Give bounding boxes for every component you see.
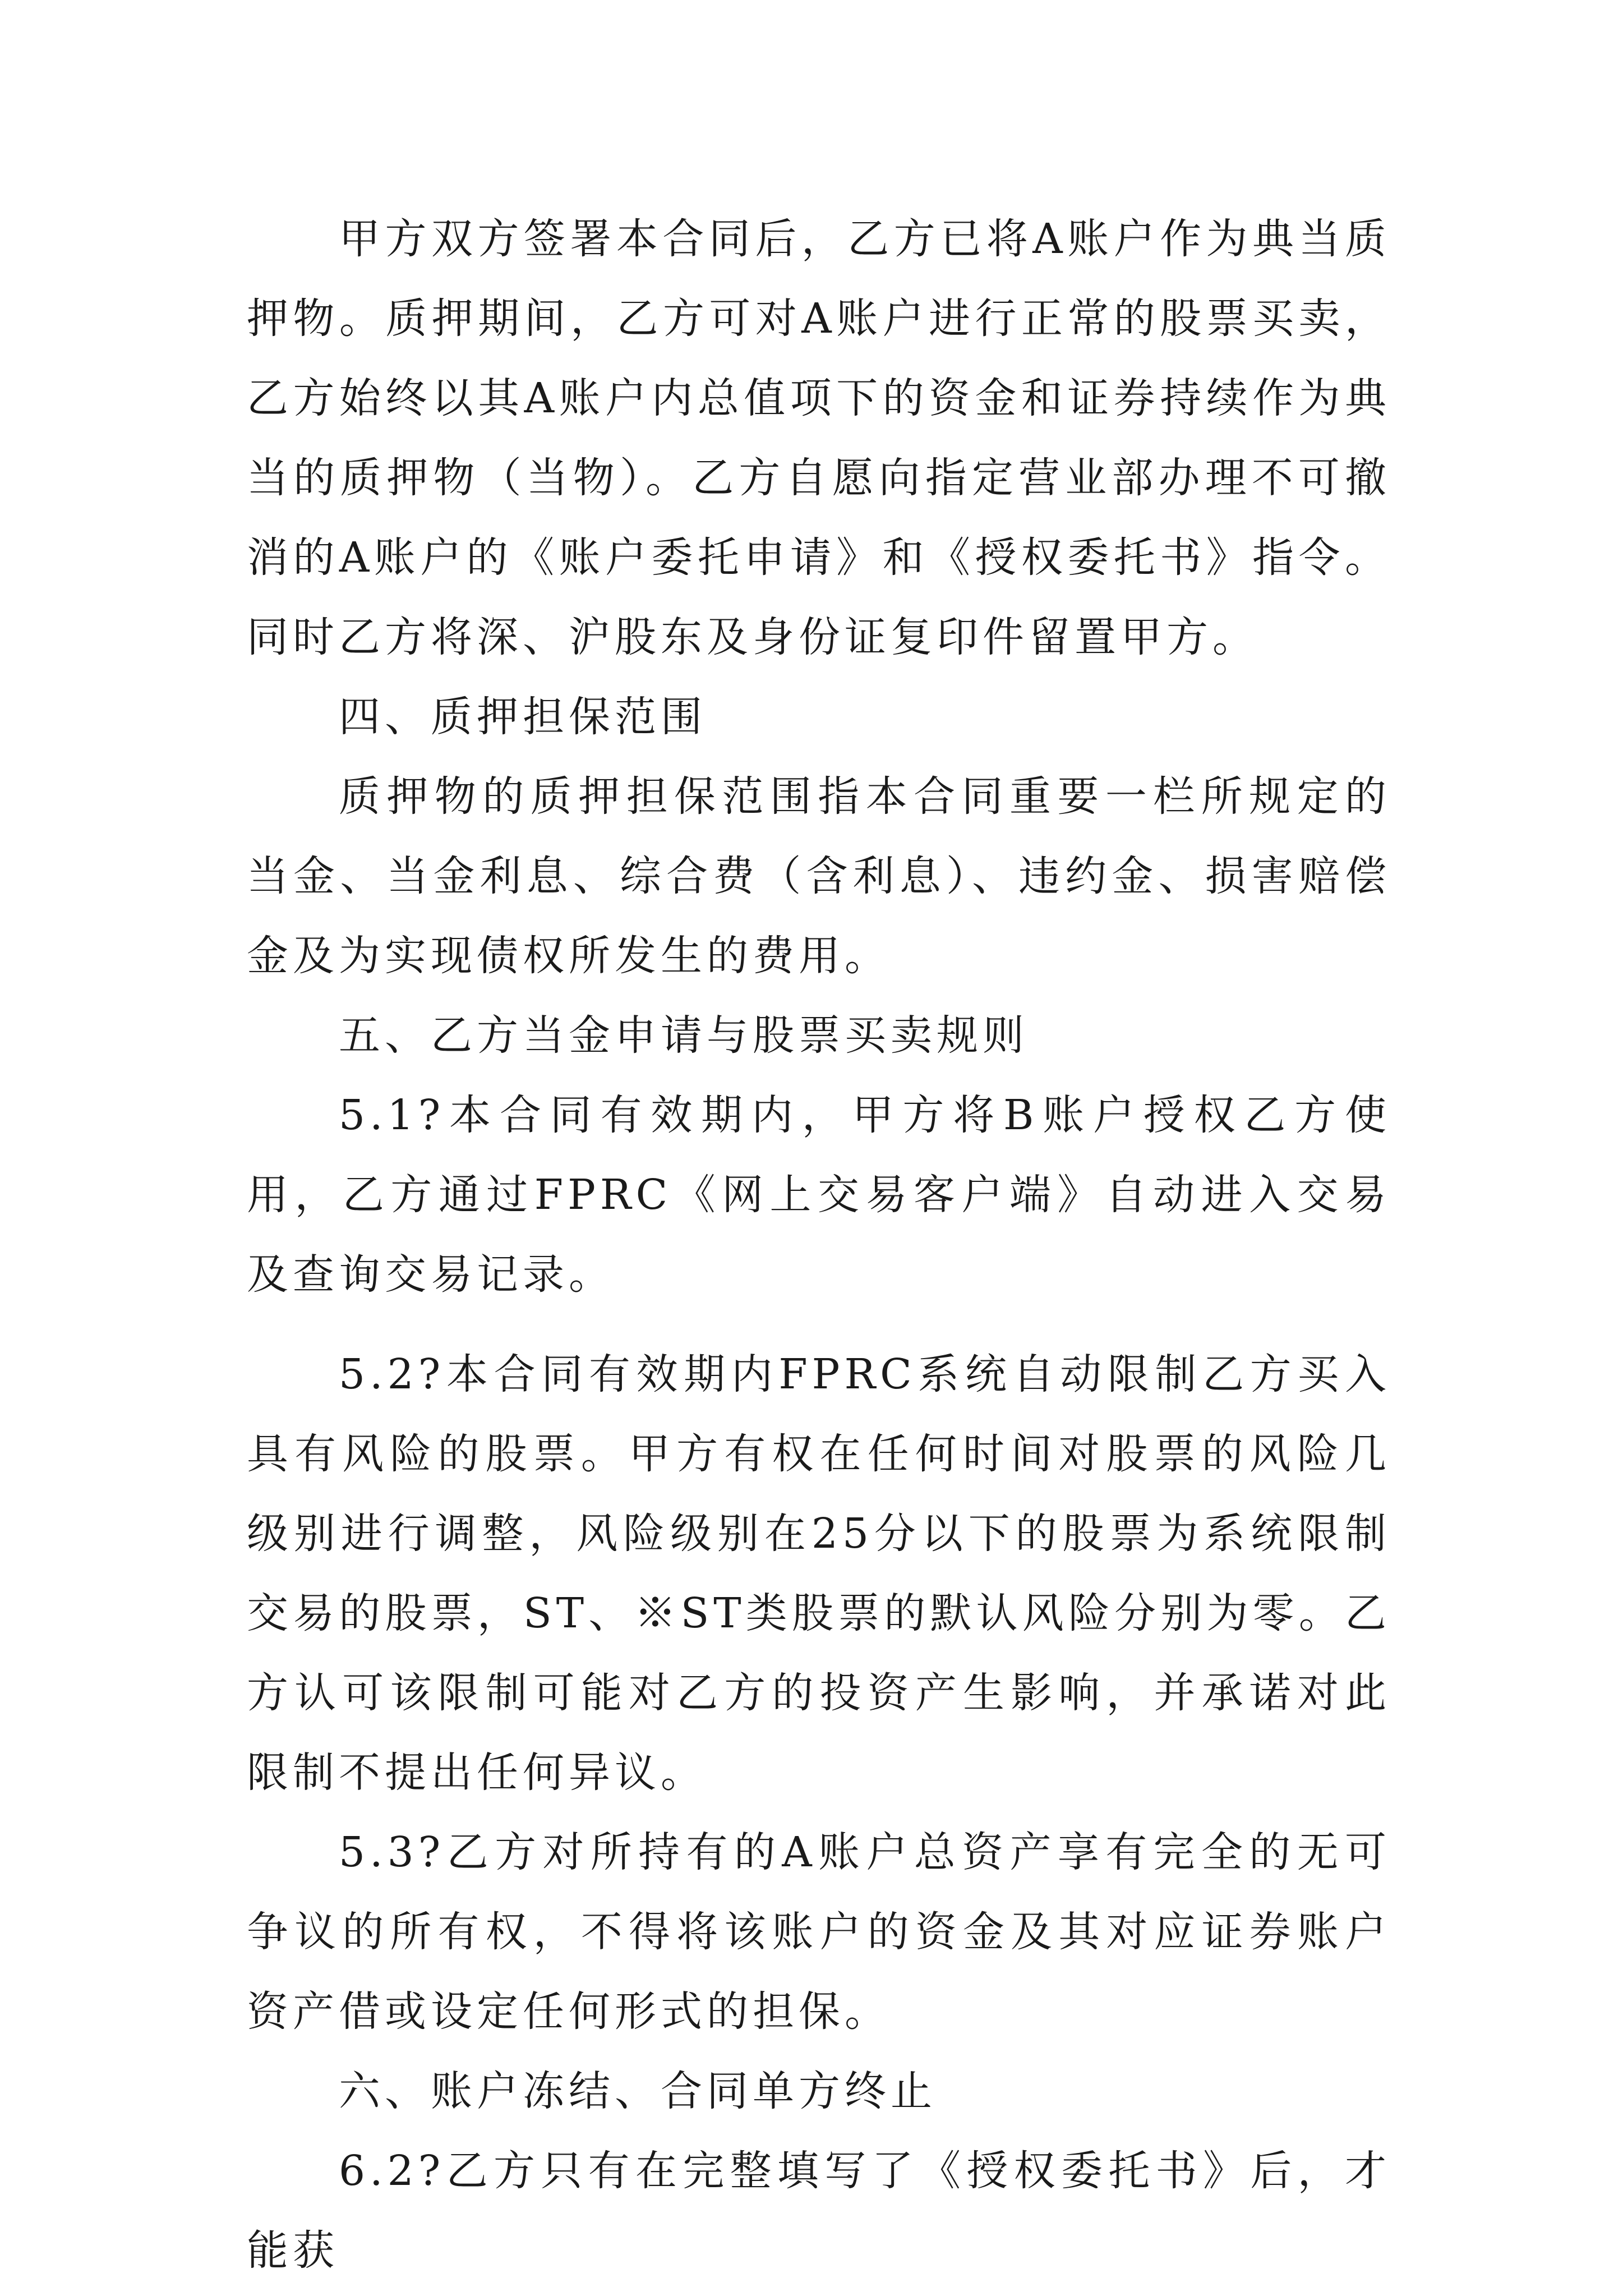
clause-5-2: 5.2?本合同有效期内FPRC系统自动限制乙方买入具有风险的股票。甲方有权在任何时间对股票的风险几级别进行调整，风险级别在25分以下的股票为系统限制交易的股票，ST、※ST类股票的默认风险分别为零。乙方认可该限制可能对乙方的投资产生影响，并承诺对此限制不提出任何异议。 <box>247 1350 1391 1797</box>
clause-5-3: 5.3?乙方对所持有的A账户总资产享有完全的无可争议的所有权，不得将该账户的资金及其对应证券账户资产借或设定任何形式的担保。 <box>247 1828 1391 2036</box>
pledge-clause-paragraph: 甲方双方签署本合同后，乙方已将A账户作为典当质押物。质押期间，乙方可对A账户进行正常的股票买卖，乙方始终以其A账户内总值项下的资金和证券持续作为典当的质押物（当物）。乙方自愿向指定营业部办理不可撤消的A账户的《账户委托申请》和《授权委托书》指令。同时乙方将深、沪股东及身份证复印件留置甲方。 <box>247 215 1391 661</box>
section-heading-6: 六、账户冻结、合同单方终止 <box>339 2067 937 2115</box>
clause-6-2: 6.2?乙方只有在完整填写了《授权委托书》后，才能获 <box>247 2147 1391 2275</box>
section-heading-4: 四、质押担保范围 <box>339 693 707 741</box>
clause-5-1: 5.1?本合同有效期内，甲方将B账户授权乙方使用，乙方通过FPRC《网上交易客户端》自动进入交易及查询交易记录。 <box>247 1091 1391 1299</box>
guarantee-scope-paragraph: 质押物的质押担保范围指本合同重要一栏所规定的当金、当金利息、综合费（含利息）、违约金、损害赔偿金及为实现债权所发生的费用。 <box>247 772 1391 980</box>
section-heading-5: 五、乙方当金申请与股票买卖规则 <box>339 1011 1029 1060</box>
document-body <box>247 199 1391 2290</box>
